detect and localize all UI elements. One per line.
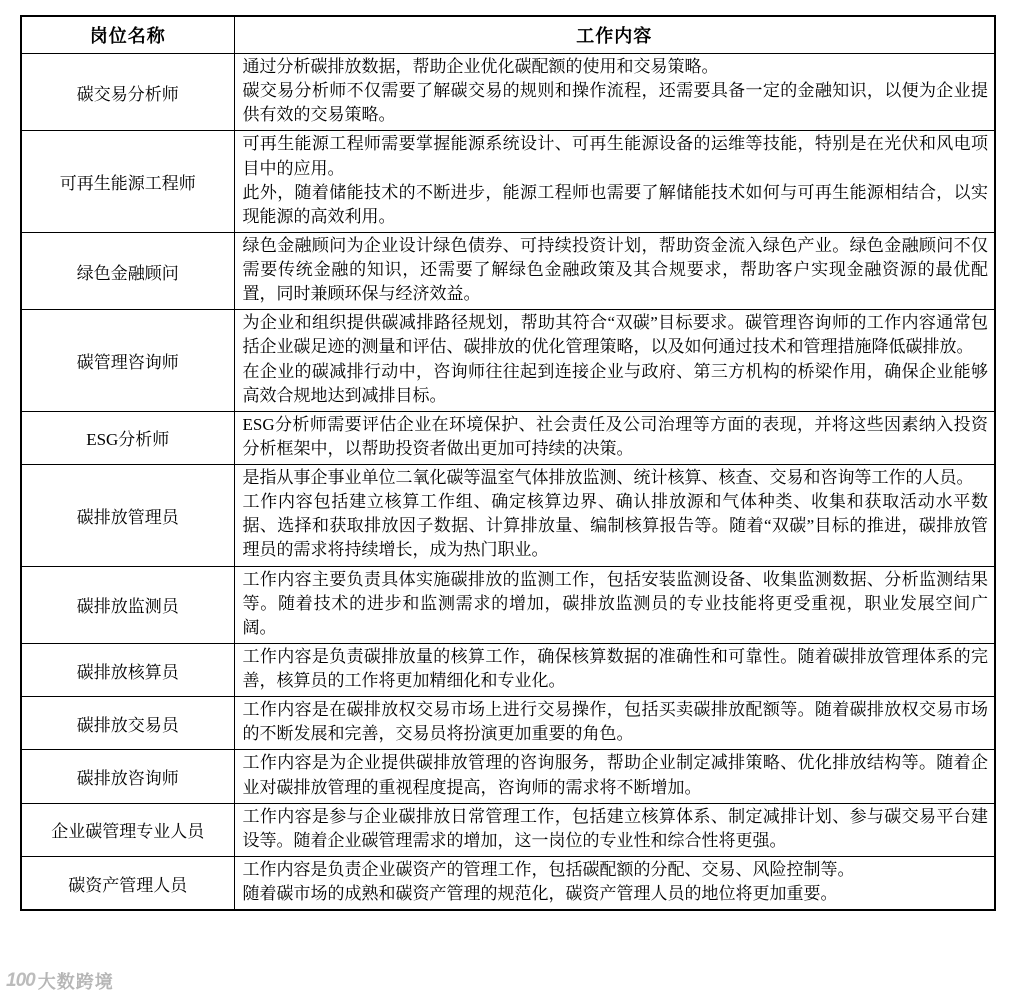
table-row — [21, 750, 995, 803]
content-paragraph: 随着碳市场的成熟和碳资产管理的规范化，碳资产管理人员的地位将更加重要。 — [242, 884, 838, 903]
content-paragraph: 工作内容是负责碳排放量的核算工作，确保核算数据的准确性和可靠性。随着碳排放管理体系的完善，核算员的工作将更加精细化和专业化。 — [242, 646, 988, 690]
job-content-cell — [234, 566, 995, 643]
table-row — [21, 465, 995, 567]
job-table-container — [20, 15, 996, 911]
content-paragraph: 工作内容主要负责具体实施碳排放的监测工作，包括安装监测设备、收集监测数据、分析监测结果等。随着技术的进步和监测需求的增加，碳排放监测员的专业技能将更受重视，职业发展空间广阔。 — [242, 569, 988, 637]
position-name-cell: 碳排放核算员 — [21, 643, 234, 696]
position-name-cell: 碳排放交易员 — [21, 697, 234, 750]
position-name-cell: 可再生能源工程师 — [21, 131, 234, 233]
table-row — [21, 856, 995, 910]
position-name-cell: 碳排放监测员 — [21, 566, 234, 643]
content-paragraph: 此外，随着储能技术的不断进步，能源工程师也需要了解储能技术如何与可再生能源相结合，以实现能源的高效利用。 — [242, 182, 988, 226]
table-row — [21, 232, 995, 309]
content-paragraph: 通过分析碳排放数据，帮助企业优化碳配额的使用和交易策略。 — [242, 57, 719, 76]
job-content-cell — [234, 856, 995, 910]
table-row — [21, 310, 995, 412]
job-content-cell — [234, 232, 995, 309]
header-job-content: 工作内容 — [234, 16, 995, 54]
job-content-cell — [234, 54, 995, 131]
content-paragraph: 工作内容是负责企业碳资产的管理工作，包括碳配额的分配、交易、风险控制等。 — [242, 859, 855, 879]
job-table — [20, 15, 996, 911]
header-position-name: 岗位名称 — [21, 16, 234, 54]
content-paragraph: ESG分析师需要评估企业在环境保护、社会责任及公司治理等方面的表现，并将这些因素纳入投资分析框架中，以帮助投资者做出更加可持续的决策。 — [242, 414, 988, 458]
content-paragraph: 工作内容是为企业提供碳排放管理的咨询服务，帮助企业制定减排策略、优化排放结构等。随着企业对碳排放管理的重视程度提高，咨询师的需求将不断增加。 — [242, 753, 988, 797]
job-content-cell — [234, 697, 995, 750]
job-table-head — [21, 16, 995, 54]
watermark-text: 大数跨境 — [37, 972, 114, 992]
content-paragraph: 在企业的碳减排行动中，咨询师往往起到连接企业与政府、第三方机构的桥梁作用，确保企业能够高效合规地达到减排目标。 — [242, 361, 988, 405]
position-name-cell: 碳管理咨询师 — [21, 310, 234, 412]
content-paragraph: 是指从事企事业单位二氧化碳等温室气体排放监测、统计核算、核查、交易和咨询等工作的人员。 — [242, 468, 974, 487]
position-name-cell: 碳排放咨询师 — [21, 750, 234, 803]
position-name-cell: 碳交易分析师 — [21, 54, 234, 131]
job-content-cell — [234, 310, 995, 412]
watermark — [6, 968, 114, 994]
position-name-cell: 企业碳管理专业人员 — [21, 803, 234, 856]
table-row — [21, 803, 995, 856]
content-paragraph: 绿色金融顾问为企业设计绿色债券、可持续投资计划，帮助资金流入绿色产业。绿色金融顾问不仅需要传统金融的知识，还需要了解绿色金融政策及其合规要求，帮助客户实现金融资源的最优配置，同时兼顾环保与经济效益。 — [242, 235, 988, 304]
header-row — [21, 16, 995, 54]
position-name-cell: 绿色金融顾问 — [21, 232, 234, 309]
job-content-cell — [234, 750, 995, 803]
position-name-cell: ESG分析师 — [21, 411, 234, 464]
table-row — [21, 411, 995, 464]
job-content-cell — [234, 131, 995, 233]
position-name-cell: 碳资产管理人员 — [21, 856, 234, 910]
table-row — [21, 54, 995, 131]
position-name-cell: 碳排放管理员 — [21, 465, 234, 567]
content-paragraph: 工作内容是参与企业碳排放日常管理工作，包括建立核算体系、制定减排计划、参与碳交易平台建设等。随着企业碳管理需求的增加，这一岗位的专业性和综合性将更强。 — [242, 806, 988, 850]
job-content-cell — [234, 411, 995, 464]
table-row — [21, 131, 995, 233]
content-paragraph: 可再生能源工程师需要掌握能源系统设计、可再生能源设备的运维等技能，特别是在光伏和风电项目中的应用。 — [242, 134, 988, 178]
job-content-cell — [234, 643, 995, 696]
table-row — [21, 697, 995, 750]
job-content-cell — [234, 465, 995, 567]
table-row — [21, 566, 995, 643]
job-table-body — [21, 54, 995, 911]
dashukuajing-logo-icon: 100 — [6, 970, 35, 991]
content-paragraph: 为企业和组织提供碳减排路径规划，帮助其符合“双碳”目标要求。碳管理咨询师的工作内容通常包括企业碳足迹的测量和评估、碳排放的优化管理策略，以及如何通过技术和管理措施降低碳排放。 — [242, 313, 988, 357]
job-content-cell — [234, 803, 995, 856]
content-paragraph: 碳交易分析师不仅需要了解碳交易的规则和操作流程，还需要具备一定的金融知识，以便为企业提供有效的交易策略。 — [242, 81, 988, 125]
table-row — [21, 643, 995, 696]
content-paragraph: 工作内容包括建立核算工作组、确定核算边界、确认排放源和气体种类、收集和获取活动水平数据、选择和获取排放因子数据、计算排放量、编制核算报告等。随着“双碳”目标的推进，碳排放管理员的需求将持续增长，成为热门职业。 — [242, 492, 988, 560]
content-paragraph: 工作内容是在碳排放权交易市场上进行交易操作，包括买卖碳排放配额等。随着碳排放权交易市场的不断发展和完善，交易员将扮演更加重要的角色。 — [242, 700, 988, 744]
